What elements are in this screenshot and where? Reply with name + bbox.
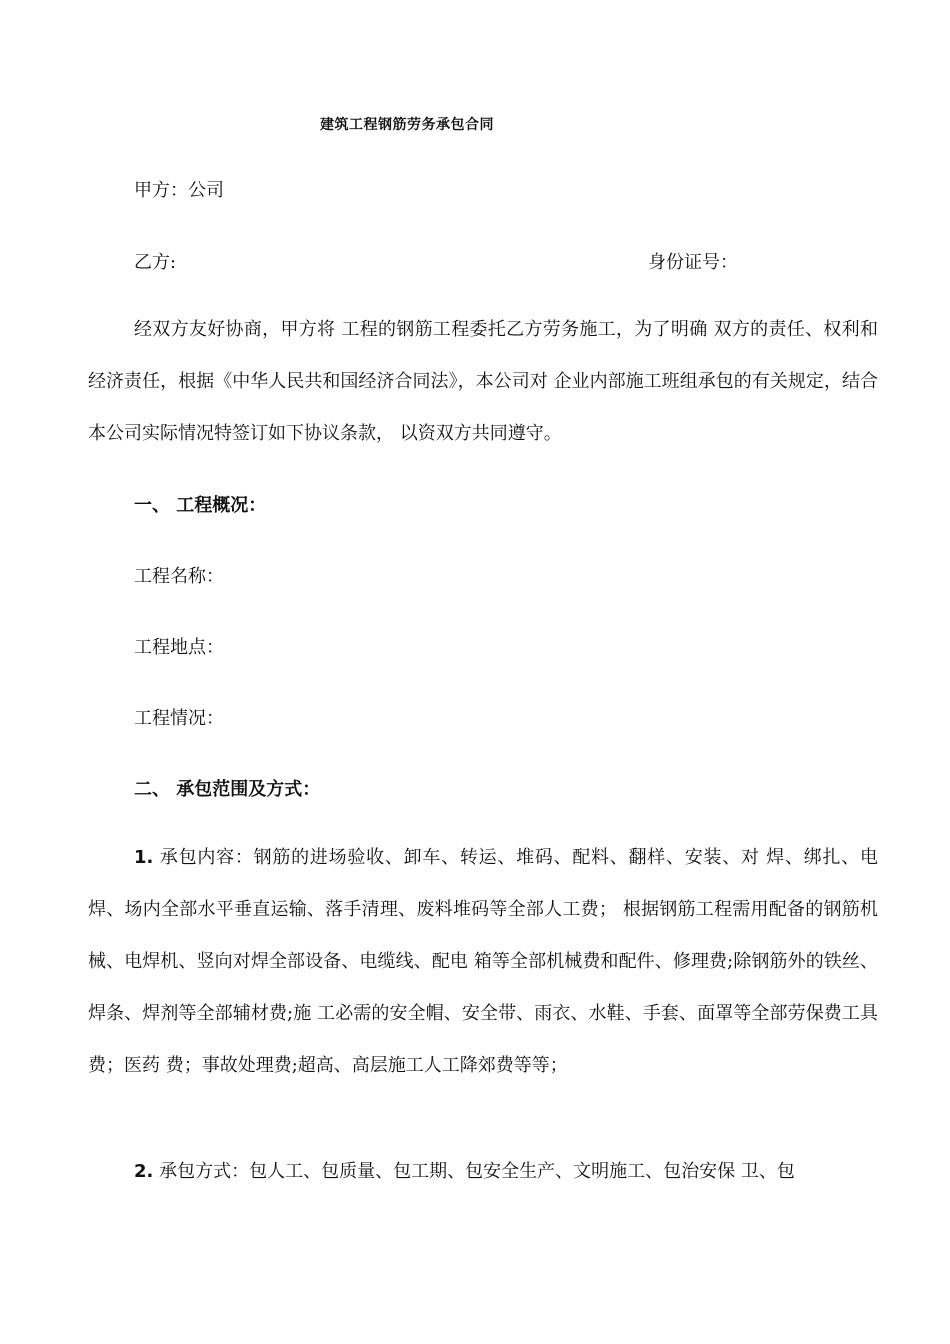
contract-scope-item-1 — [88, 832, 878, 1092]
project-name-label: 工程名称： — [134, 566, 224, 587]
intro-paragraph: 经双方友好协商，甲方将 工程的钢筋工程委托乙方劳务施工，为了明确 双方的责任、权利和经济责任，根据《中华人民共和国经济合同法》，本公司对 企业内部施工班组承包的有关规定，结合本公司实际情况特签订如下协议条款， 以资双方共同遵守。 — [88, 319, 878, 444]
section-1-heading: 一、 工程概况： — [134, 495, 267, 516]
item-2-number: 2. — [134, 1161, 154, 1182]
party-b-label: 乙方: — [134, 252, 177, 273]
id-number-label: 身份证号： — [648, 252, 738, 273]
item-2-text: 承包方式：包人工、包质量、包工期、包安全生产、文明施工、包治安保 卫、包 — [159, 1161, 795, 1182]
project-status-label: 工程情况： — [134, 708, 224, 729]
section-2-heading: 二、 承包范围及方式： — [134, 779, 321, 800]
contract-scope-item-2 — [88, 1146, 878, 1198]
item-1-number: 1. — [134, 847, 154, 868]
document-title: 建筑工程钢筋劳务承包合同 — [320, 117, 494, 133]
project-location-label: 工程地点： — [134, 637, 224, 658]
party-a-line: 甲方：公司 — [134, 180, 224, 201]
item-1-text: 承包内容：钢筋的进场验收、卸车、转运、堆码、配料、翻样、安装、对 焊、绑扎、电焊、场内全部水平垂直运输、落手清理、废料堆码等全部人工费； 根据钢筋工程需用配备的钢筋机械、电焊机、竖向对焊全部设备、电缆线、配电 箱等全部机械费和配件、修理费;除钢筋外的铁丝、焊条、焊剂等全部辅材费;施 工必需的安全帽、安全带、雨衣、水鞋、手套、面罩等全部劳保费工具费；医药 费；事故处理费;超高、高层施工人工降郊费等等； — [88, 847, 879, 1076]
